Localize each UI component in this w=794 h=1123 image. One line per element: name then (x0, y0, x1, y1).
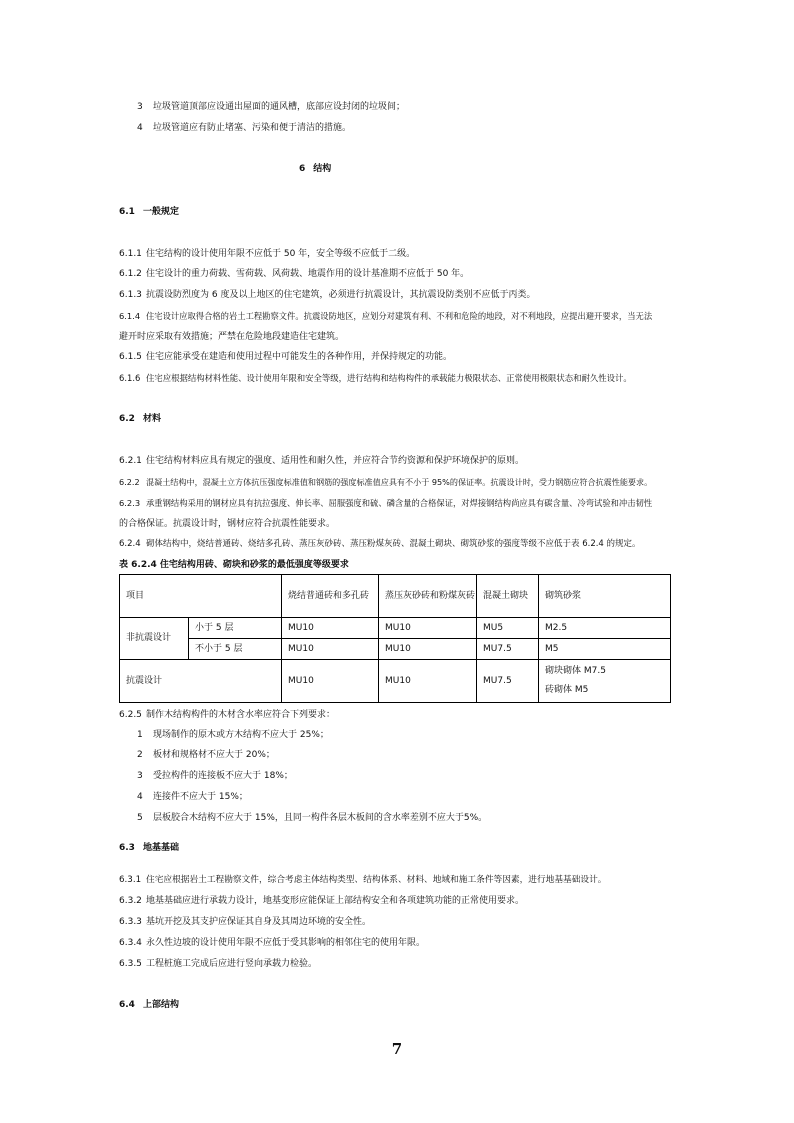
table-caption: 表 6.2.4 住宅结构用砖、砌块和砂浆的最低强度等级要求 (119, 560, 349, 570)
table-row (120, 660, 671, 703)
list-item: 5 层板胶合木结构不应大于 15%，且同一构件各层木板间的含水率差别不应大于5%。 (137, 813, 488, 823)
list-item: 4 连接件不应大于 15%； (137, 792, 248, 802)
table-header: 蒸压灰砂砖和粉煤灰砖 (379, 575, 477, 618)
table-header: 混凝土砌块 (477, 575, 539, 618)
table-header: 烧结普通砖和多孔砖 (282, 575, 379, 618)
clause: 6.3.4 永久性边坡的设计使用年限不应低于受其影响的相邻住宅的使用年限。 (119, 938, 426, 948)
table-cell: M2.5 (539, 618, 671, 639)
table-cell: 非抗震设计 (120, 618, 189, 660)
table-cell: MU10 (282, 639, 379, 660)
clause: 6.3.2 地基基础应进行承载力设计，地基变形应能保证上部结构安全和各项建筑功能的正常使用要求。 (119, 896, 525, 906)
clause: 6.3.5 工程桩施工完成后应进行竖向承载力检验。 (119, 959, 318, 969)
clause: 6.1.5 住宅应能承受在建造和使用过程中可能发生的各种作用，并保持规定的功能。 (119, 352, 453, 362)
table-cell: MU7.5 (477, 639, 539, 660)
table-cell: MU10 (282, 660, 379, 703)
table-cell: 抗震设计 (120, 660, 282, 703)
clause: 6.2.5 制作木结构构件的木材含水率应符合下列要求： (119, 710, 336, 720)
page-number: 7 (391, 1040, 403, 1058)
table-header-row (120, 575, 671, 618)
mortar-line: 砌块砌体 M7.5 (545, 666, 606, 676)
clause: 6.1.1 住宅结构的设计使用年限不应低于 50 年，安全等级不应低于二级。 (119, 249, 416, 259)
table-row (120, 618, 671, 639)
section-heading: 6.4 上部结构 (119, 1000, 179, 1010)
list-item: 3 垃圾管道顶部应设通出屋面的通风槽，底部应设封闭的垃圾间； (137, 102, 406, 112)
list-item: 3 受拉构件的连接板不应大于 18%； (137, 771, 293, 781)
table-row (120, 639, 671, 660)
list-item: 4 垃圾管道应有防止堵塞、污染和便于清洁的措施。 (137, 123, 352, 133)
clause: 6.2.1 住宅结构材料应具有规定的强度、适用性和耐久性，并应符合节约资源和保护环境保护的原则。 (119, 456, 525, 466)
section-heading: 6.2 材料 (119, 414, 161, 424)
clause: 6.2.4 砌体结构中，烧结普通砖、烧结多孔砖、蒸压灰砂砖、蒸压粉煤灰砖、混凝土砌块、砌筑砂浆的强度等级不应低于表 6.2.4 的规定。 (119, 539, 641, 549)
clause: 6.1.3 抗震设防烈度为 6 度及以上地区的住宅建筑，必须进行抗震设计，其抗震设防类别不应低于丙类。 (119, 290, 536, 300)
clause: 6.3.1 住宅应根据岩土工程勘察文件，综合考虑主体结构类型、结构体系、材料、地域和施工条件等因素，进行地基基础设计。 (119, 875, 607, 885)
table-header: 砌筑砂浆 (539, 575, 671, 618)
table-cell: M5 (539, 639, 671, 660)
table-cell: MU7.5 (477, 660, 539, 703)
table-cell: 不小于 5 层 (189, 639, 282, 660)
table-cell: 小于 5 层 (189, 618, 282, 639)
table-cell (539, 660, 671, 703)
clause-continuation: 避开时应采取有效措施；严禁在危险地段建造住宅建筑。 (119, 332, 345, 342)
mortar-line: 砖砌体 M5 (545, 685, 589, 695)
table-header: 项目 (120, 575, 282, 618)
clause: 6.1.4 住宅设计应取得合格的岩土工程勘察文件。抗震设防地区，应划分对建筑有利、不利和危险的地段，对不利地段，应提出避开要求，当无法 (119, 311, 653, 321)
clause: 6.2.2 混凝土结构中，混凝土立方体抗压强度标准值和钢筋的强度标准值应具有不小于 95%的保证率。抗震设计时，受力钢筋应符合抗震性能要求。 (119, 477, 653, 487)
clause: 6.1.2 住宅设计的重力荷载、雪荷载、风荷载、地震作用的设计基准期不应低于 50 年。 (119, 269, 470, 279)
section-heading: 6.3 地基基础 (119, 843, 179, 853)
list-item: 2 板材和规格材不应大于 20%； (137, 750, 275, 760)
clause: 6.1.6 住宅应根据结构材料性能、设计使用年限和安全等级，进行结构和结构构件的承载能力极限状态、正常使用极限状态和耐久性设计。 (119, 373, 632, 383)
table-cell: MU10 (379, 618, 477, 639)
table-cell: MU10 (379, 660, 477, 703)
table-cell: MU5 (477, 618, 539, 639)
strength-table (119, 574, 671, 703)
section-heading: 6.1 一般规定 (119, 207, 179, 217)
table-cell: MU10 (282, 618, 379, 639)
clause: 6.2.3 承重钢结构采用的钢材应具有抗拉强度、伸长率、屈服强度和硫、磷含量的合格保证，对焊接钢结构尚应具有碳含量、冷弯试验和冲击韧性 (119, 498, 653, 508)
clause-continuation: 的合格保证。抗震设计时，钢材应符合抗震性能要求。 (119, 519, 336, 529)
clause: 6.3.3 基坑开挖及其支护应保证其自身及其周边环境的安全性。 (119, 917, 372, 927)
table-cell: MU10 (379, 639, 477, 660)
list-item: 1 现场制作的原木或方木结构不应大于 25%； (137, 730, 329, 740)
chapter-title: 6 结构 (299, 164, 332, 174)
